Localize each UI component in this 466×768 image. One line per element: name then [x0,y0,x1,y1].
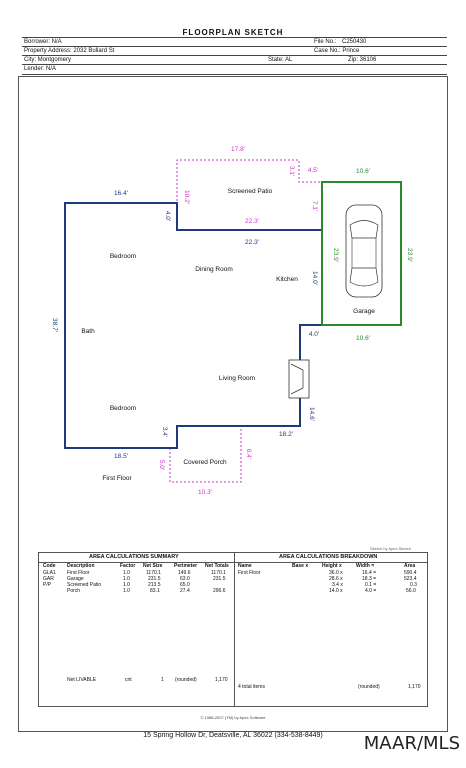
dim-10-2: 10.2' [183,190,190,204]
summary-col-net-totals: Net Totals [205,563,229,569]
label-screened-patio: Screened Patio [227,188,273,195]
summary-cell: First Floor [67,570,90,576]
page-title: FLOORPLAN SKETCH [182,28,284,37]
summary-cell: P/P [43,582,52,588]
breakdown-cell: 28.6 x [329,576,343,582]
label-kitchen: Kitchen [276,276,298,283]
mls-watermark: MAAR/MLS [363,733,460,754]
summary-cell: 231.5 [148,576,161,582]
dim-22-3-a: 22.3' [245,218,259,225]
dim-4-0-a: 4.0' [164,210,171,222]
dim-14-6: 14.6' [308,407,315,421]
dim-22-3-b: 22.3' [245,239,259,246]
breakdown-col-base: Base x [292,563,309,569]
city: City: Montgomery [24,57,72,63]
breakdown-cell: 18.3 = [362,576,377,582]
summary-cell: GAR [43,576,54,582]
dim-14-0: 14.0' [311,271,318,285]
summary-cell: Screened Patio [67,582,102,588]
summary-total-value: 1,170 [215,677,228,683]
dim-18-2: 18.2' [279,431,293,438]
dim-17-8: 17.8' [231,146,245,153]
dim-5-0: 5.0' [158,459,165,471]
breakdown-col-height: Height x [322,563,342,569]
summary-cell: 27.4 [180,588,190,594]
breakdown-cell: 0.3 [410,582,417,588]
zip: Zip: 36106 [348,57,377,63]
breakdown-col-area: Area [404,563,416,569]
summary-heading: AREA CALCULATIONS SUMMARY [89,554,179,560]
breakdown-cell: 16.4 = [362,570,377,576]
summary-col-net-size: Net Size [143,563,163,569]
covered-porch-outline [170,426,241,482]
summary-cell: 83.1 [150,588,160,594]
breakdown-cell: 36.0 x [329,570,343,576]
dim-3-1: 3.1' [288,165,295,177]
dim-18-5: 18.5' [114,453,128,460]
first-floor-outline [65,200,322,448]
calc-breakdown [234,553,427,706]
breakdown-total-row [234,684,427,690]
summary-cell: 1170.1 [211,570,226,576]
dim-23-9-right: 23.9' [406,248,413,262]
label-living-room: Living Room [218,375,256,382]
label-bedroom-top: Bedroom [109,253,137,260]
case-no: Case No.: Prince [314,48,360,54]
summary-col-factor: Factor [120,563,136,569]
breakdown-total-value: 1,170 [408,684,421,690]
summary-cell: 296.6 [213,588,226,594]
dim-38-7: 38.7' [51,318,58,332]
dim-3-4: 3.4' [161,426,168,438]
summary-total-count: 1 [161,677,164,683]
summary-cell: GLA1 [43,570,56,576]
breakdown-total-label: 4 total items [238,684,265,690]
breakdown-cell: 14.0 x [329,588,343,594]
summary-total-rounded: (rounded) [175,677,197,683]
summary-cell: 213.5 [148,582,161,588]
calc-summary [39,553,235,706]
fireplace-icon [289,360,309,398]
summary-cell: 1.0 [123,570,130,576]
summary-total-row [39,677,234,683]
breakdown-cell: 56.0 [406,588,416,594]
summary-col-description: Description [67,563,95,569]
dim-7-1: 7.1' [311,200,318,212]
summary-cell: 1.0 [123,588,130,594]
dim-23-9-left: 23.9' [332,248,339,262]
sketch-credit: Sketch by Apex Sketch [370,546,411,551]
breakdown-cell: 3.4 x [332,582,343,588]
summary-col-code: Code [43,563,56,569]
breakdown-cell: 590.4 [404,570,417,576]
breakdown-columns [234,562,427,569]
car-icon [346,205,382,297]
lender: Lender: N/A [24,66,57,72]
property-address: Property Address: 2032 Bullard St [24,48,115,54]
breakdown-cell: 4.0 = [365,588,377,594]
summary-cell: 231.5 [213,576,226,582]
summary-cell: 63.0 [180,576,190,582]
summary-cell: 1.0 [123,582,130,588]
area-calculations [38,552,428,707]
breakdown-cell: 523.4 [404,576,417,582]
summary-total-cnt: cnt [125,677,132,683]
summary-cell: 149.6 [178,570,191,576]
dim-10-6-bottom: 10.6' [356,335,370,342]
breakdown-row [234,588,427,594]
breakdown-total-rounded: (rounded) [358,684,380,690]
label-bedroom-bottom: Bedroom [109,405,137,412]
dim-4-0-b: 4.0' [308,331,320,338]
summary-columns [39,562,234,569]
label-bath: Bath [81,328,95,335]
dim-6-4: 6.4' [245,448,252,460]
summary-cell: Porch [67,588,81,594]
copyright: © 1988-2007 (TM) by Apex Software [200,715,266,720]
summary-col-perimeter: Perimeter [174,563,198,569]
breakdown-col-name: Name [238,563,252,569]
breakdown-cell: 0.1 = [365,582,377,588]
borrower: Borrower: N/A [24,39,62,45]
summary-cell: 1.0 [123,576,130,582]
file-no: C250430 [342,39,367,45]
summary-cell: Garage [67,576,84,582]
label-covered-porch: Covered Porch [183,459,227,466]
summary-row [39,588,234,594]
dim-10-6-top: 10.6' [356,168,370,175]
breakdown-cell: First Floor [238,570,261,576]
summary-cell: 65.0 [180,582,190,588]
label-garage: Garage [353,308,375,315]
label-dining-room: Dining Room [195,266,233,273]
breakdown-col-width: Width = [356,563,375,569]
dim-10-3: 10.3' [198,489,212,496]
state: State: AL [268,57,293,63]
dim-16-4: 16.4' [114,190,128,197]
file-no-label: File No.: [314,39,337,45]
summary-total-label: Net LIVABLE [67,677,97,683]
summary-cell: 1170.1 [146,570,161,576]
label-first-floor: First Floor [102,475,132,482]
breakdown-heading: AREA CALCULATIONS BREAKDOWN [279,554,378,560]
dim-4-5: 4.5' [307,167,319,174]
footer-address: 15 Spring Hollow Dr, Deatsville, AL 36022 (334-538-8449) [143,732,323,739]
